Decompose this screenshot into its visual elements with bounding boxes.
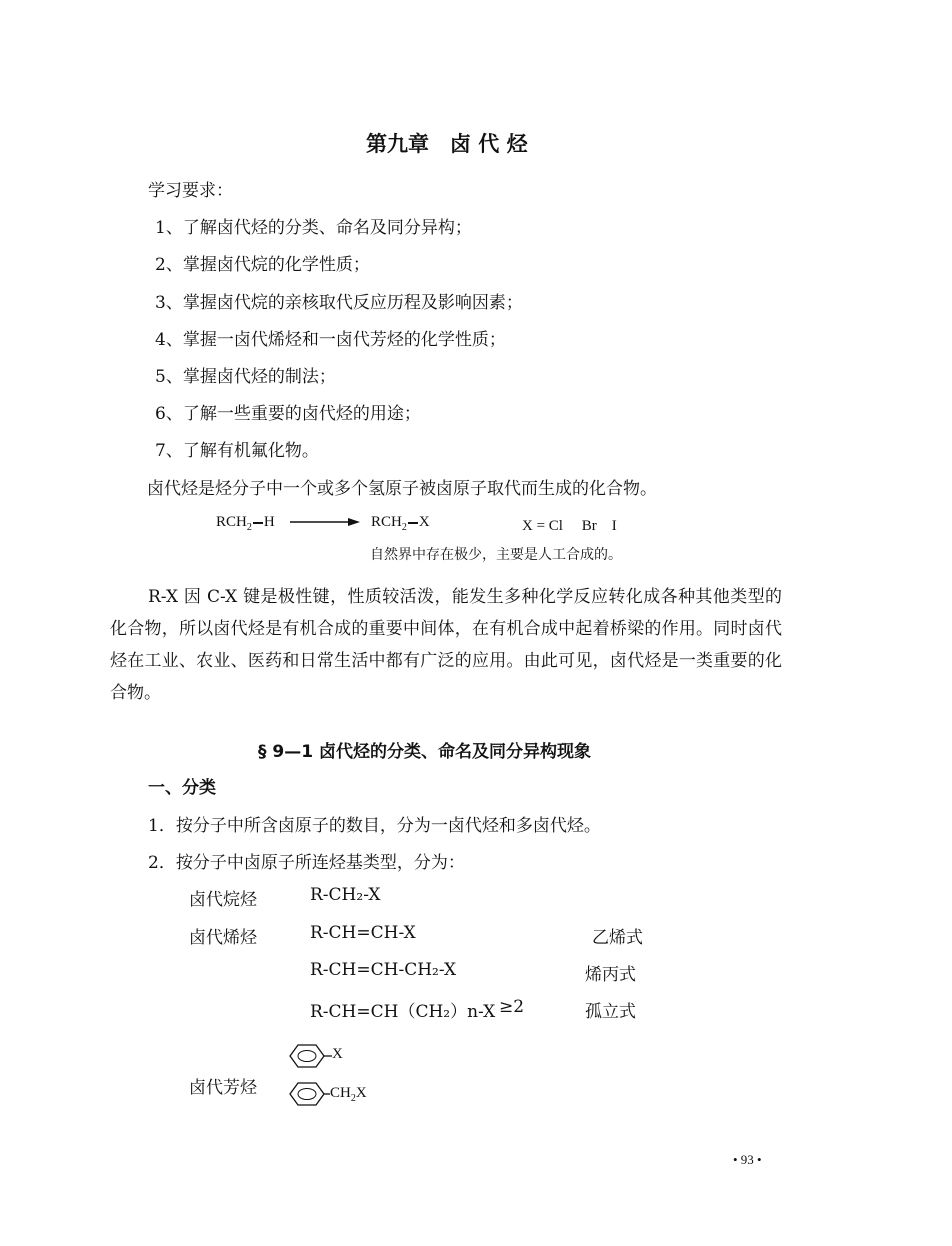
alkenyl-type: 乙烯式 xyxy=(592,928,643,948)
chapter-title: 第九章 卤 代 烃 xyxy=(366,132,528,156)
aryl-halide-formula: X xyxy=(332,1046,343,1062)
sub-heading: 一、分类 xyxy=(148,778,216,798)
alkenyl-formula: R-CH=CH-CH₂-X xyxy=(310,960,457,980)
benzene-ring-icon xyxy=(289,1043,325,1069)
alkenyl-type: 孤立式 xyxy=(585,1002,636,1022)
halogen-list: X = Cl Br I xyxy=(522,518,617,534)
benzyl-halide-formula: $CH_2X$ xyxy=(330,1085,367,1104)
section-title: § 9—1 卤代烃的分类、命名及同分异构现象 xyxy=(258,742,591,762)
reaction-reactant: $RCH_2$ H xyxy=(216,514,275,533)
bond-line-icon xyxy=(324,1054,332,1058)
classification-item: 2．按分子中卤原子所连烃基类型，分为： xyxy=(148,853,465,873)
requirement-item: 1、了解卤代烃的分类、命名及同分异构； xyxy=(155,218,472,238)
requirement-item: 6、了解一些重要的卤代烃的用途； xyxy=(155,404,421,424)
requirement-item: 7、了解有机氟化物。 xyxy=(155,441,319,461)
page-number: • 93 • xyxy=(733,1152,762,1167)
aryl-label: 卤代芳烃 xyxy=(189,1078,257,1098)
reaction-product: $RCH_2$ X xyxy=(371,514,430,533)
alkenyl-formula: R-CH=CH（CH₂）n-X xyxy=(310,1002,496,1022)
requirement-item: 5、掌握卤代烃的制法； xyxy=(155,367,336,387)
alkyl-formula: R-CH₂-X xyxy=(310,885,381,905)
alkenyl-type: 烯丙式 xyxy=(585,965,636,985)
requirements-heading: 学习要求： xyxy=(148,181,233,201)
alkenyl-label: 卤代烯烃 xyxy=(189,928,257,948)
definition-text: 卤代烃是烃分子中一个或多个氢原子被卤原子取代而生成的化合物。 xyxy=(147,479,657,499)
requirement-item: 3、掌握卤代烷的亲核取代反应历程及影响因素； xyxy=(155,293,523,313)
requirement-item: 2、掌握卤代烷的化学性质； xyxy=(155,255,370,275)
benzene-ring-icon xyxy=(289,1081,325,1107)
intro-paragraph: R-X 因 C-X 键是极性键，性质较活泼，能发生多种化学反应转化成各种其他类型的化合物，所以卤代烃是有机合成的重要中间体，在有机合成中起着桥梁的作用。同时卤代烃在工业、农业、医药和日常生活中都有广泛的应用。由此可见，卤代烃是一类重要的化合物。 xyxy=(110,587,782,703)
classification-item: 1．按分子中所含卤原子的数目，分为一卤代烃和多卤代烃。 xyxy=(148,816,601,836)
alkenyl-condition: ≥2 xyxy=(499,997,525,1017)
alkenyl-formula: R-CH=CH-X xyxy=(310,923,416,943)
reaction-arrow-icon xyxy=(290,516,360,528)
alkyl-label: 卤代烷烃 xyxy=(189,890,257,910)
reaction-note: 自然界中存在极少，主要是人工合成的。 xyxy=(370,547,622,563)
requirement-item: 4、掌握一卤代烯烃和一卤代芳烃的化学性质； xyxy=(155,330,506,350)
